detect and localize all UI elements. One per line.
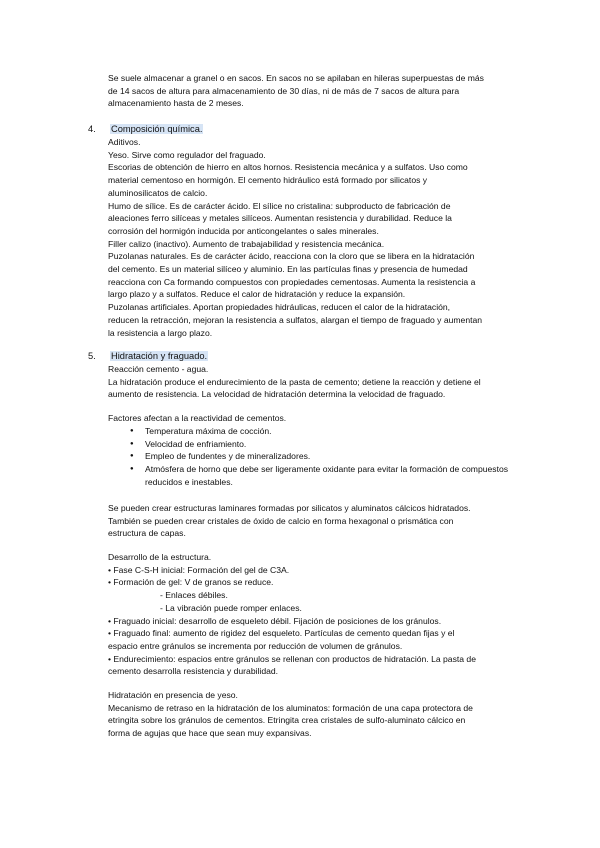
text-line: forma de agujas que hace que sean muy expansivas. bbox=[108, 728, 312, 739]
text-line: Mecanismo de retraso en la hidratación de los aluminatos: formación de una capa protectora de bbox=[108, 702, 473, 713]
text-line: largo plazo y a sulfatos. Reduce el calor de hidratación y reduce la expansión. bbox=[108, 289, 406, 300]
text-line: Filler calizo (inactivo). Aumento de trabajabilidad y resistencia mecánica. bbox=[108, 238, 385, 249]
text-line: • Fraguado inicial: desarrollo de esqueleto débil. Fijación de posiciones de los gránulos. bbox=[108, 615, 442, 626]
text-line: corrosión del hormigón inducida por anticongelantes o sales minerales. bbox=[108, 225, 379, 236]
text-line: Reacción cemento - agua. bbox=[108, 364, 209, 374]
factors-list bbox=[130, 425, 530, 489]
section-4-body bbox=[108, 136, 528, 339]
text-line: reducen la retracción, mejoran la resistencia a sulfatos, alargan el tiempo de fraguado y aumentan bbox=[108, 314, 483, 325]
text-line: del cemento. Es un material silíceo y aluminio. En las partículas finas y presencia de humedad bbox=[108, 264, 468, 275]
section-number: 5. bbox=[88, 351, 96, 361]
intro-paragraph bbox=[108, 72, 528, 110]
text-line: La hidratación produce el endurecimiento de la pasta de cemento; detiene la reacción y detiene el bbox=[108, 376, 481, 387]
text-line: • Fraguado final: aumento de rigidez del esqueleto. Partículas de cemento quedan fijas y el bbox=[108, 628, 455, 639]
text-line: • Formación de gel: V de granos se reduce. bbox=[108, 577, 274, 588]
section-title: Composición química. bbox=[111, 124, 203, 134]
text-line: Puzolanas artificiales. Aportan propiedades hidráulicas, reducen el calor de la hidratación, bbox=[108, 302, 451, 313]
section-5-heading bbox=[88, 350, 208, 362]
section-number: 4. bbox=[88, 124, 96, 134]
text-line: También se pueden crear cristales de óxido de calcio en forma hexagonal o prismática con bbox=[108, 515, 454, 526]
text-line: etringita sobre los gránulos de cementos. Etringita crea cristales de sulfo-aluminato cálcico en bbox=[108, 715, 466, 726]
subheading: Desarrollo de la estructura. bbox=[108, 552, 212, 562]
text-line: Se suele almacenar a granel o en sacos. En sacos no se apilaban en hileras superpuestas de más bbox=[108, 73, 484, 83]
list-item: ● Empleo de fundentes y de mineralizadores. bbox=[130, 450, 530, 463]
text-line: Aditivos. bbox=[108, 137, 141, 147]
text-line: aluminosilicatos de calcio. bbox=[108, 187, 208, 198]
gypsum-section bbox=[108, 689, 528, 740]
text-line: estructura de capas. bbox=[108, 528, 186, 539]
list-item: ● Atmósfera de horno que debe ser ligeramente oxidante para evitar la formación de compuestos reducidos e inestables. bbox=[130, 463, 530, 488]
subheading: Hidratación en presencia de yeso. bbox=[108, 690, 238, 700]
text-line: aleaciones ferro silíceas y metales silíceos. Aumentan resistencia y durabilidad. Reduce la bbox=[108, 213, 452, 224]
section-4-heading bbox=[88, 123, 203, 135]
text-line: Escorias de obtención de hierro en altos hornos. Resistencia mecánica y a sulfatos. Uso como bbox=[108, 162, 468, 173]
structures-paragraph bbox=[108, 502, 528, 540]
development-section bbox=[108, 551, 528, 678]
text-line: de 14 sacos de altura para almacenamiento de 30 días, ni de más de 7 sacos de altura para bbox=[108, 85, 460, 96]
text-line: - Enlaces débiles. bbox=[160, 590, 228, 601]
text-line: almacenamiento hasta de 2 meses. bbox=[108, 98, 244, 109]
text-line: • Fase C-S-H inicial: Formación del gel de C3A. bbox=[108, 564, 290, 575]
list-item: ● Velocidad de enfriamiento. bbox=[130, 438, 530, 451]
text-line: Humo de sílice. Es de carácter ácido. El sílice no cristalina: subproducto de fabricación de bbox=[108, 200, 451, 211]
text-line: material cementoso en hormigón. El cemento hidráulico está formado por silicatos y bbox=[108, 175, 428, 186]
text-line: aumento de resistencia. La velocidad de hidratación determina la velocidad de fraguado. bbox=[108, 389, 446, 400]
text-line: la resistencia a largo plazo. bbox=[108, 327, 213, 338]
section-title: Hidratación y fraguado. bbox=[111, 351, 208, 361]
text-line: - La vibración puede romper enlaces. bbox=[160, 602, 302, 613]
list-item: ● Temperatura máxima de cocción. bbox=[130, 425, 530, 438]
text-line: Factores afectan a la reactividad de cementos. bbox=[108, 413, 287, 423]
text-line: • Endurecimiento: espacios entre gránulos se rellenan con productos de hidratación. La pasta de bbox=[108, 653, 476, 664]
text-line: Puzolanas naturales. Es de carácter ácido, reacciona con la cloro que se libera en la hidratación bbox=[108, 251, 475, 262]
text-line: Yeso. Sirve como regulador del fraguado. bbox=[108, 149, 266, 160]
text-line: cemento desarrolla resistencia y durabilidad. bbox=[108, 666, 279, 677]
text-line: espacio entre gránulos se incrementa por reducción de volumen de gránulos. bbox=[108, 640, 403, 651]
text-line: reacciona con Ca formando compuestos con propiedades cementosas. Aumenta la resistencia a bbox=[108, 276, 476, 287]
reaction-paragraph bbox=[108, 363, 528, 401]
factors-heading bbox=[108, 412, 528, 425]
text-line: Se pueden crear estructuras laminares formadas por silicatos y aluminatos cálcicos hidratados. bbox=[108, 503, 471, 513]
